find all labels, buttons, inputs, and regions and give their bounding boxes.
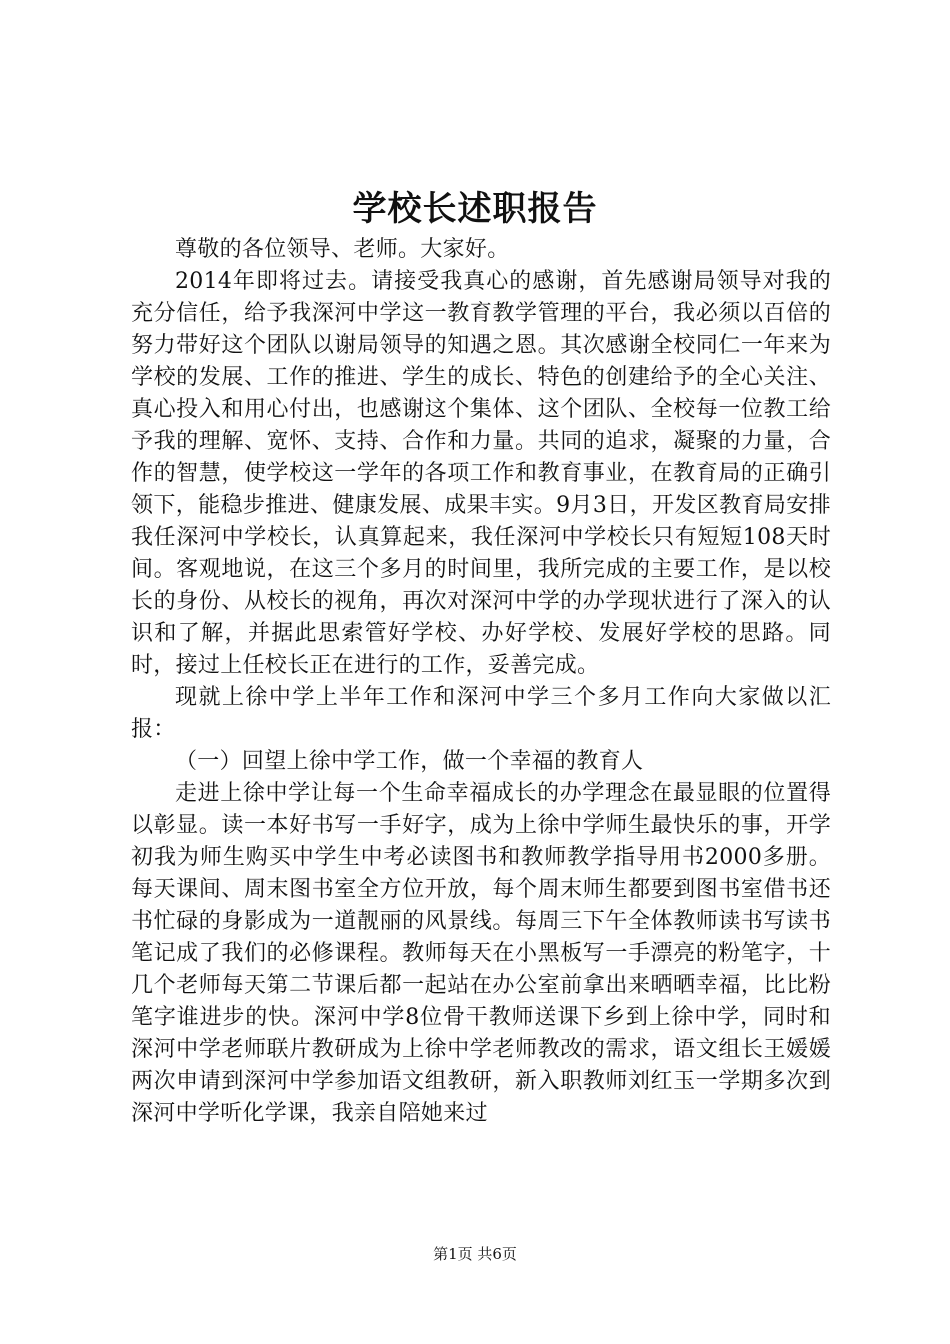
paragraph-report-scope: 现就上徐中学上半年工作和深河中学三个多月工作向大家做以汇报：: [131, 685, 831, 742]
paragraph-shangxu-work: 走进上徐中学让每一个生命幸福成长的办学理念在最显眼的位置得以彰显。读一本好书写一手好字，成为上徐中学师生最快乐的事，开学初我为师生购买中学生中考必读图书和教师教学指导用书2000多册。每天课间、周末图书室全方位开放，每个周末师生都要到图书室借书还书忙碌的身影成为一道靓丽的风景线。每周三下午全体教师读书写读书笔记成了我们的必修课程。教师每天在小黑板写一手漂亮的粉笔字，十几个老师每天第二节课后都一起站在办公室前拿出来晒晒幸福，比比粉笔字谁进步的快。深河中学8位骨干教师送课下乡到上徐中学，同时和深河中学老师联片教研成为上徐中学老师教改的需求，语文组长王媛媛两次申请到深河中学参加语文组教研，新入职教师刘红玉一学期多次到深河中学听化学课，我亲自陪她来过: [131, 781, 831, 1126]
paragraph-greeting: 尊敬的各位领导、老师。大家好。: [175, 237, 510, 262]
document-body: [131, 234, 831, 1130]
section-heading: （一）回望上徐中学工作，做一个幸福的教育人: [175, 749, 644, 774]
paragraph-intro: 2014年即将过去。请接受我真心的感谢，首先感谢局领导对我的充分信任，给予我深河中学这一教育教学管理的平台，我必须以百倍的努力带好这个团队以谢局领导的知遇之恩。其次感谢全校同仁一年来为学校的发展、工作的推进、学生的成长、特色的创建给予的全心关注、真心投入和用心付出，也感谢这个集体、这个团队、全校每一位教工给予我的理解、宽怀、支持、合作和力量。共同的追求，凝聚的力量，合作的智慧，使学校这一学年的各项工作和教育事业，在教育局的正确引领下，能稳步推进、健康发展、成果丰实。9月3日，开发区教育局安排我任深河中学校长，认真算起来，我任深河中学校长只有短短108天时间。客观地说，在这三个多月的时间里，我所完成的主要工作，是以校长的身份、从校长的视角，再次对深河中学的办学现状进行了深入的认识和了解，并据此思索管好学校、办好学校、发展好学校的思路。同时，接过上任校长正在进行的工作，妥善完成。: [131, 269, 831, 678]
document-title: 学校长述职报告: [352, 189, 598, 229]
page-footer: 第1页 共6页: [433, 1245, 517, 1263]
